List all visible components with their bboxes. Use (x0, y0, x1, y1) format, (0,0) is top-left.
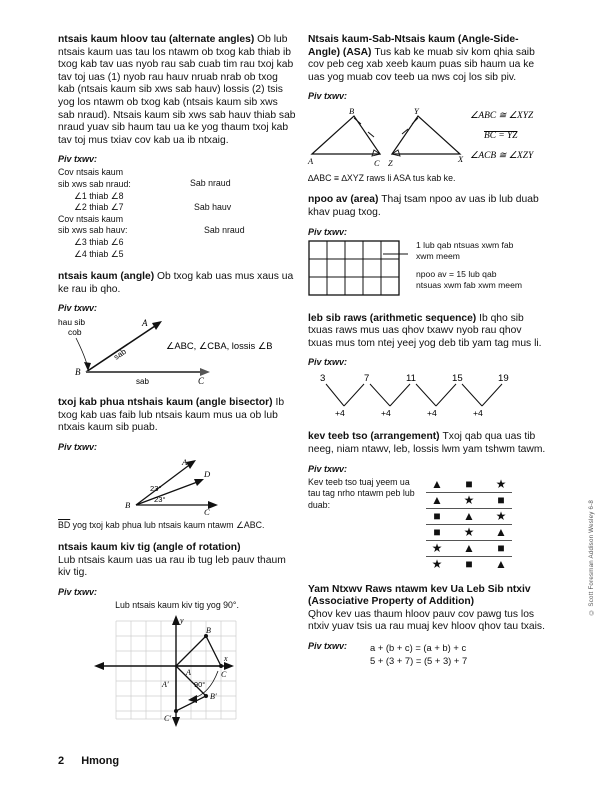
term-area (308, 194, 546, 219)
label-point-b: B (206, 626, 211, 636)
star-icon: ★ (495, 477, 507, 492)
footer-page-number: 2 (58, 755, 65, 767)
label-point-b: B (349, 107, 355, 117)
star-icon: ★ (463, 493, 475, 508)
square-icon: ■ (497, 541, 505, 556)
arrangement-row (426, 525, 512, 541)
term-label: ntsais kaum hloov tau (alternate angles) (58, 34, 255, 45)
label-point-c: C (374, 159, 380, 169)
example-label: Piv txwv: (308, 226, 348, 237)
term-associative-property (308, 584, 546, 609)
term-label: ntsais kaum kiv tig (angle of rotation) (58, 542, 241, 554)
term-label: txoj kab phua ntshais kaum (angle bisector) (58, 397, 273, 409)
star-icon: ★ (431, 557, 443, 572)
label-angle-names: ∠ABC, ∠CBA, lossis ∠B (166, 340, 273, 352)
square-icon: ■ (465, 557, 473, 572)
star-icon: ★ (431, 541, 443, 556)
congruence-statement-3: ∠ACB ≅ ∠XZY (470, 151, 534, 162)
interior-heading-line1: Cov ntsais kaum (58, 213, 124, 224)
label-axis-y: y (180, 616, 184, 626)
term-definition: Tus kab ke muab siv kom qhia saib cov peb ceg xab xeeb kaum puas sib haum ua ke uas yog muab cov teeb ua nws coj los sib piv. (308, 46, 535, 83)
entry-angle-of-rotation (58, 542, 296, 725)
example-label: Piv txwv: (308, 463, 348, 474)
area-note-unit: 1 lub qab ntsuas xwm fab xwm meem (416, 239, 514, 261)
example-label: Piv txwv: (58, 303, 98, 314)
label-vertex-note-1: hau sib (58, 317, 86, 328)
entry-arithmetic-sequence (308, 313, 546, 421)
square-icon: ■ (497, 493, 505, 508)
angle-pair-list (58, 167, 178, 260)
bisector-caption-text: yog txoj kab phua lub ntsais kaum ntawm ∠ABC. (70, 520, 265, 531)
arrangement-row (426, 557, 512, 572)
exterior-heading-line1: Cov ntsais kaum (58, 167, 124, 178)
equation: 5 + (3 + 7) = (5 + 3) + 7 (370, 654, 468, 666)
asa-caption: ∆ABC ≡ ∆XYZ raws li ASA tus kab ke. (308, 173, 456, 184)
angle-pair: ∠1 thiab ∠8 (74, 190, 124, 201)
entry-angle (58, 271, 296, 386)
term-arrangement (308, 431, 546, 456)
entry-alternate-angles (58, 34, 296, 260)
rotation-title: Lub ntsais kaum kiv tig yog 90°. (115, 599, 239, 610)
example-label: Piv txwv: (58, 442, 98, 453)
sequence-term: 7 (364, 373, 370, 385)
star-icon: ★ (463, 525, 475, 540)
term-definition: Ib qho sib txuas raws mus uas qhov txawv nyob rau qhov txuas mus tom ntej yeej yog deb tib yam tag mus li. (308, 312, 542, 349)
label-point-c-prime: C′ (164, 714, 172, 724)
term-definition: Ib txog kab uas faib lub ntsais kaum mus ua ob lub ntxais kaum sib puab. (58, 397, 285, 434)
side-label-interior: Sab hauv (194, 202, 232, 213)
triangle-icon: ▲ (463, 541, 475, 556)
example-label: Piv txwv: (308, 640, 348, 651)
label-point-b-prime: B′ (210, 692, 217, 702)
example-label: Piv txwv: (308, 357, 348, 368)
sequence-term: 11 (406, 373, 416, 385)
triangle-icon: ▲ (463, 509, 475, 524)
example-label: Piv txwv: (58, 586, 98, 597)
term-label: Yam Ntxwv Raws ntawm kev Ua Leb Sib ntxiv (Associative Property of Addition) (308, 583, 531, 608)
arrangement-diagram (308, 477, 546, 573)
label-point-c: C (198, 376, 205, 387)
triangle-icon: ▲ (431, 493, 443, 508)
sequence-difference: +4 (473, 408, 483, 419)
label-angle-1: 23° (150, 484, 162, 494)
sequence-diagram (308, 370, 546, 420)
sequence-difference: +4 (335, 408, 345, 419)
sequence-difference: +4 (427, 408, 437, 419)
ray-bd: $\overline{BD}$ (58, 520, 71, 531)
side-label-column (178, 167, 293, 260)
entry-area (308, 194, 546, 301)
label-point-c: C (204, 507, 210, 518)
term-definition: Thaj tsam npoo av uas ib lub duab khav puag txog. (308, 194, 539, 218)
square-icon: ■ (465, 477, 473, 492)
label-point-a: A (308, 157, 314, 167)
asa-diagram (308, 104, 546, 170)
right-column (308, 34, 546, 678)
congruence-statement-1: ∠ABC ≅ ∠XYZ (470, 111, 534, 122)
angle-pair: ∠2 thiab ∠7 (74, 202, 124, 213)
term-arithmetic-sequence (308, 313, 546, 351)
label-point-c: C (221, 670, 227, 680)
alternate-angles-example (58, 167, 296, 260)
label-point-z: Z (388, 159, 393, 169)
angle-diagram (58, 316, 296, 386)
congruence-statement-2: BC = YZ (484, 131, 518, 142)
label-side-1: sab (112, 347, 128, 362)
term-label: leb sib raws (arithmetic sequence) (308, 312, 477, 324)
square-icon: ■ (433, 525, 441, 540)
arrangement-caption: Kev teeb tso tuaj yeem ua tau tag nrho ntawm peb lub duab: (308, 476, 415, 510)
example-label: Piv txwv: (58, 154, 98, 165)
arrangement-row (426, 493, 512, 509)
entry-angle-bisector (58, 397, 296, 531)
sequence-term: 3 (320, 373, 326, 385)
area-notes (416, 240, 524, 298)
label-angle-2: 23° (154, 495, 166, 505)
entry-arrangement (308, 431, 546, 572)
sequence-term: 19 (498, 373, 509, 385)
label-point-d: D (204, 469, 211, 480)
side-label-exterior-bottom: Sab nraud (204, 225, 245, 236)
label-point-a: A (142, 318, 148, 329)
area-note-total: npoo av = 15 lub qab ntsuas xwm fab xwm meem (416, 268, 523, 290)
arrangement-row (426, 477, 512, 493)
label-point-b: B (75, 367, 81, 378)
label-side-2: sab (136, 377, 149, 387)
term-alternate-angles (58, 34, 296, 147)
arrangement-row (426, 509, 512, 525)
term-angle (58, 271, 296, 296)
triangle-icon: ▲ (495, 557, 507, 572)
rotation-graph (58, 613, 296, 725)
definition-angle-of-rotation: Lub ntsais kaum uas ua rau ib tug leb pauv thaum kiv tig. (58, 554, 286, 579)
definition-associative-property: Qhov kev uas thaum hloov pauv cov pawg tus los ntxiv yuav tsis ua rau muaj kev hloov qhov tau txais. (308, 608, 545, 633)
bisector-caption (58, 520, 296, 531)
term-definition: Ob txog kab uas mus xaus ua ke rau ib qho. (58, 271, 294, 295)
label-rotation-angle: 90° (194, 680, 206, 690)
label-point-a: A (182, 457, 188, 468)
sequence-term: 15 (452, 373, 463, 385)
page-footer (58, 755, 119, 767)
entry-associative-property (308, 584, 546, 667)
label-point-y: Y (414, 107, 419, 117)
example-label: Piv txwv: (308, 91, 348, 102)
label-axis-x: x (224, 654, 228, 664)
angle-pair: ∠4 thiab ∠5 (74, 248, 124, 259)
entry-asa (308, 34, 546, 183)
equation: a + (b + c) = (a + b) + c (370, 641, 467, 653)
label-vertex-note-2: cob (68, 327, 82, 338)
equation-list (370, 641, 467, 667)
term-asa (308, 34, 546, 84)
term-label: Ntsais kaum-Sab-Ntsais kaum (Angle-Side-Angle) (ASA) (308, 34, 519, 58)
label-point-a: A (186, 668, 191, 678)
term-definition: Ob lub ntsais kaum uas tau los ntawm ob txog kab thiab ib txog kab tav uas nyob rau sab cuab tim rau txoj kab tav toj uas (1) nyob rau hauv nruab nrab ob txog kab (ntsais kaum sib xws sab hauv) lossis (2) tsis yog los ntawm ob txog kab (ntsais kaum sib xws sab nraud). Ntsais kaum sib xws sab hauv thiab sab nraud yuav sib haum tau ua ke yog thaum txoj kab tav toj mus txiav cov kab ua ib ntxaig. (58, 34, 296, 146)
footer-language-label: Hmong (81, 755, 120, 767)
interior-heading-line2: sib xws sab hauv: (58, 225, 128, 236)
term-definition: Txoj qab qua uas tib neeg, niam ntawv, leb, lossis lwm yam tshwm tawm. (308, 431, 546, 455)
left-column (58, 34, 296, 736)
exterior-heading-line2: sib xws sab nraud: (58, 178, 131, 189)
term-label: kev teeb tso (arrangement) (308, 431, 440, 443)
area-diagram (308, 240, 546, 302)
term-angle-bisector (58, 397, 296, 435)
angle-pair: ∠3 thiab ∠6 (74, 236, 124, 247)
arrangement-rows (426, 477, 512, 572)
term-label: ntsais kaum (angle) (58, 271, 155, 283)
star-icon: ★ (495, 509, 507, 524)
label-point-b: B (125, 500, 131, 511)
angle-bisector-diagram (58, 455, 296, 517)
term-label: npoo av (area) (308, 194, 379, 206)
arrangement-row (426, 541, 512, 557)
term-angle-of-rotation (58, 542, 296, 555)
copyright-notice: © Scott Foresman Addison Wesley 6-8 (588, 500, 595, 616)
side-label-exterior-top: Sab nraud (190, 178, 231, 189)
associative-example (308, 641, 546, 667)
label-point-x: X (458, 155, 464, 165)
triangle-icon: ▲ (431, 477, 443, 492)
sequence-difference: +4 (381, 408, 391, 419)
label-point-a-prime: A′ (162, 680, 169, 690)
triangle-icon: ▲ (495, 525, 507, 540)
square-icon: ■ (433, 509, 441, 524)
area-grid (308, 240, 408, 302)
